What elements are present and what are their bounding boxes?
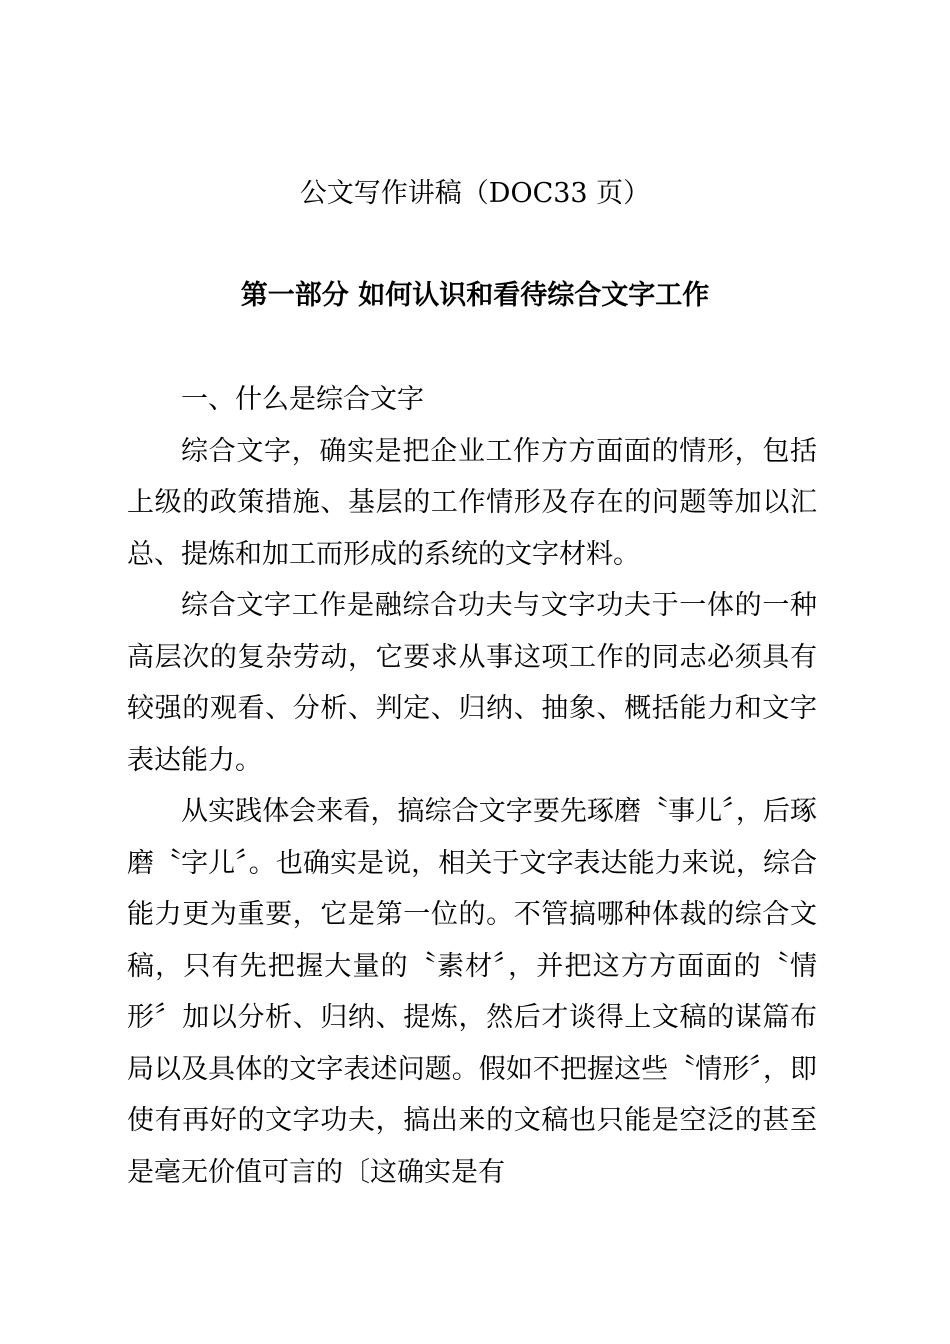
paragraph: 综合文字工作是融综合功夫与文字功夫于一体的一种高层次的复杂劳动，它要求从事这项工作的同志必须具有较强的观看、分析、判定、归纳、抽象、概括能力和文字表达能力。 bbox=[127, 590, 817, 776]
part-title: 第一部分 如何认识和看待综合文字工作 bbox=[240, 280, 710, 311]
paragraph: 从实践体会来看，搞综合文字要先琢磨〝事儿〞，后琢磨〝字儿〞。也确实是说，相关于文字表达能力来说，综合能力更为重要，它是第一位的。不管搞哪种体裁的综合文稿，只有先把握大量的〝素材〞，并把这方方面面的〝情形〞加以分析、归纳、提炼，然后才谈得上文稿的谋篇布局以及具体的文字表述问题。假如不把握这些〝情形〞，即使有再好的文字功夫，搞出来的文稿也只能是空泛的甚至是毫无价值可言的〔这确实是有 bbox=[127, 796, 817, 1188]
paragraph: 综合文字，确实是把企业工作方方面面的情形，包括上级的政策措施、基层的工作情形及存在的问题等加以汇总、提炼和加工而形成的系统的文字材料。 bbox=[127, 435, 817, 570]
body-text bbox=[127, 374, 817, 1198]
section-heading: 一、什么是综合文字 bbox=[181, 384, 424, 415]
document-title: 公文写作讲稿（DOC33 页） bbox=[299, 178, 651, 209]
